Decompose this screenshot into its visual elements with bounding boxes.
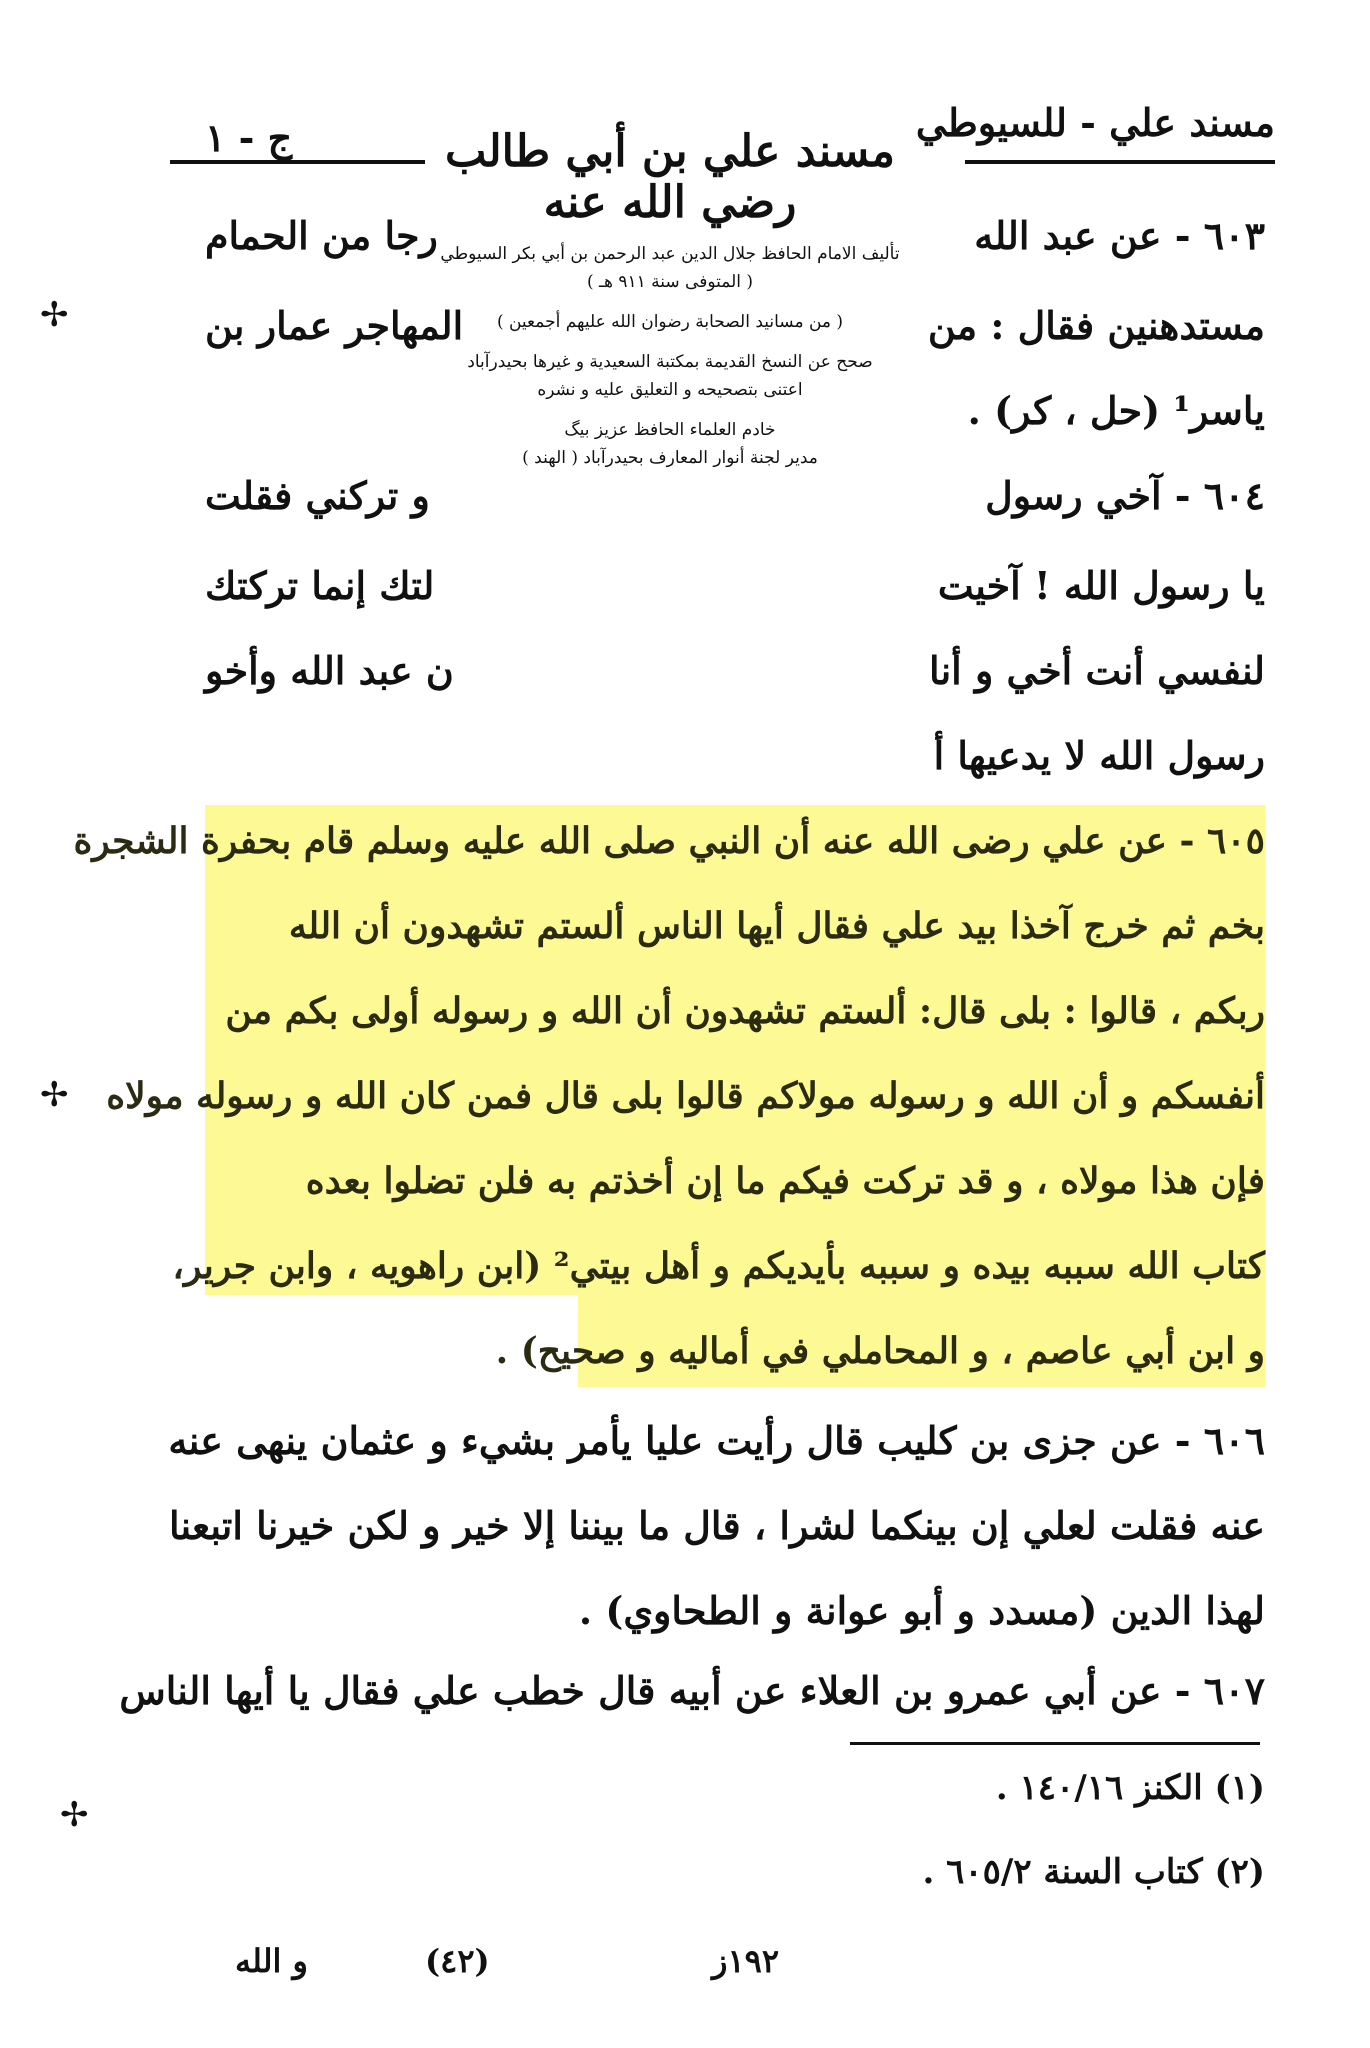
series-line: ( من مسانيد الصحابة رضوان الله عليهم أجمعين ) (496, 312, 844, 332)
right-line-4: ٦٠٤ - آخي رسول (985, 473, 1265, 518)
highlight-line-2: بخم ثم خرج آخذا بيد علي فقال أيها الناس ألستم تشهدون أن الله (288, 905, 1265, 947)
right-line-5: يا رسول الله ! آخيت (937, 563, 1265, 608)
left-line-1: رجا من الحمام (205, 213, 438, 258)
header-rule-left (170, 160, 425, 164)
margin-mark-icon: ✢ (40, 1075, 69, 1115)
header-rule-right (965, 160, 1275, 164)
right-line-1: ٦٠٣ - عن عبد الله (974, 213, 1265, 258)
left-line-2: المهاجر عمار بن (205, 303, 464, 348)
highlight-block (205, 805, 1265, 1295)
body-line-4: ٦٠٧ - عن أبي عمرو بن العلاء عن أبيه قال خطب علي فقال يا أيها الناس (119, 1668, 1265, 1713)
right-line-3: ياسر¹ (حل ، كر) . (967, 388, 1265, 433)
publisher-line: مدير لجنة أنوار المعارف بحيدرآباد ( الهند ) (522, 448, 818, 468)
body-line-2: عنه فقلت لعلي إن بينكما لشرا ، قال ما بيننا إلا خير و لكن خيرنا اتبعنا (168, 1503, 1265, 1548)
author-line: تأليف الامام الحافظ جلال الدين عبد الرحمن بن أبي بكر السيوطي (440, 244, 900, 264)
left-line-4: و تركني فقلت (205, 473, 430, 518)
right-line-7: رسول الله لا يدعيها أ (933, 733, 1265, 778)
book-title: مسند علي بن أبي طالب رضي الله عنه (445, 126, 895, 228)
footnote-2: (٢) كتاب السنة ٦٠٥/٢ . (922, 1852, 1265, 1892)
edition-line: صحح عن النسخ القديمة بمكتبة السعيدية و غيرها بحيدرآباد (467, 352, 873, 372)
margin-mark-icon: ✢ (40, 295, 69, 335)
volume-number: (٤٢) (425, 1942, 490, 1980)
margin-mark-icon: ✢ (60, 1795, 89, 1835)
highlight-line-4: أنفسكم و أن الله و رسوله مولاكم قالوا بلى قال فمن كان الله و رسوله مولاه (106, 1075, 1265, 1117)
footnote-rule (850, 1742, 1260, 1745)
left-line-6: ن عبد الله وأخو (205, 648, 454, 693)
running-header-right: مسند علي - للسيوطي (915, 100, 1275, 145)
highlight-line-6: كتاب الله سببه بيده و سببه بأيديكم و أهل بيتي² (ابن راهويه ، وابن جرير، (172, 1245, 1265, 1287)
right-line-6: لنفسي أنت أخي و أنا (929, 648, 1265, 693)
footnote-1: (١) الكنز ١٤٠/١٦ . (995, 1768, 1265, 1808)
highlight-line-5: فإن هذا مولاه ، و قد تركت فيكم ما إن أخذتم به فلن تضلوا بعده (305, 1160, 1265, 1202)
running-header-left: ج - ١ (205, 115, 293, 160)
highlight-line-1: ٦٠٥ - عن علي رضى الله عنه أن النبي صلى الله عليه وسلم قام بحفرة الشجرة (73, 820, 1265, 862)
editor-name-line: خادم العلماء الحافظ عزيز بيگ (564, 420, 776, 440)
right-line-2: مستدهنين فقال : من (927, 303, 1265, 348)
highlight-line-7: و ابن أبي عاصم ، و المحاملي في أماليه و صحيح) . (495, 1330, 1265, 1372)
page-number: ١٩٢ز (712, 1942, 780, 1980)
title-block (440, 112, 900, 812)
editor-note-line: اعتنى بتصحيحه و التعليق عليه و نشره (537, 380, 803, 400)
body-line-3: لهذا الدين (مسدد و أبو عوانة و الطحاوي) . (578, 1588, 1265, 1633)
footer-word: و الله (235, 1942, 308, 1980)
left-line-5: لتك إنما تركتك (205, 563, 435, 608)
body-line-1: ٦٠٦ - عن جزى بن كليب قال رأيت عليا يأمر بشيء و عثمان ينهى عنه (168, 1418, 1265, 1463)
highlight-line-3: ربكم ، قالوا : بلى قال: ألستم تشهدون أن الله و رسوله أولى بكم من (225, 990, 1265, 1032)
death-year-line: ( المتوفى سنة ٩١١ هـ ) (586, 272, 754, 292)
